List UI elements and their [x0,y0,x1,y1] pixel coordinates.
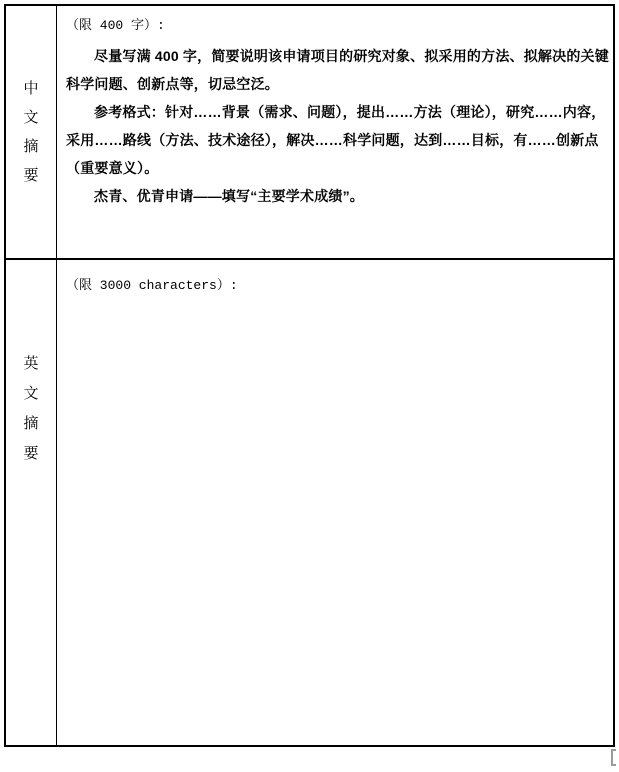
instruction-paragraph: 参考格式：针对……背景（需求、问题），提出……方法（理论），研究……内容，采用……路线（方法、技术途径），解决……科学问题，达到……目标，有……创新点（重要意义）。 [66,104,606,176]
label-char: 摘 [23,415,39,432]
instruction-paragraph: 杰青、优青申请——填写“主要学术成绩”。 [94,188,364,204]
chinese-char-limit-note: （限 400 字）: [66,18,165,33]
chinese-abstract-field[interactable] [57,6,613,258]
abstract-form-table [4,4,615,747]
label-char: 文 [23,108,39,126]
label-char: 摘 [23,137,39,155]
english-abstract-label [6,260,57,745]
english-abstract-row [6,260,613,745]
english-abstract-field[interactable] [57,260,613,745]
label-char: 文 [23,385,39,402]
label-char: 英 [23,355,39,372]
label-char: 中 [23,79,39,97]
label-char: 要 [23,445,39,462]
label-char: 要 [23,166,39,184]
chinese-abstract-label [6,6,57,258]
text-cursor-mark [611,749,616,766]
chinese-abstract-row [6,6,613,260]
english-char-limit-note: （限 3000 characters）: [66,278,238,293]
instruction-paragraph: 尽量写满 400 字，简要说明该申请项目的研究对象、拟采用的方法、拟解决的关键科学问题、创新点等，切忌空泛。 [66,48,609,92]
